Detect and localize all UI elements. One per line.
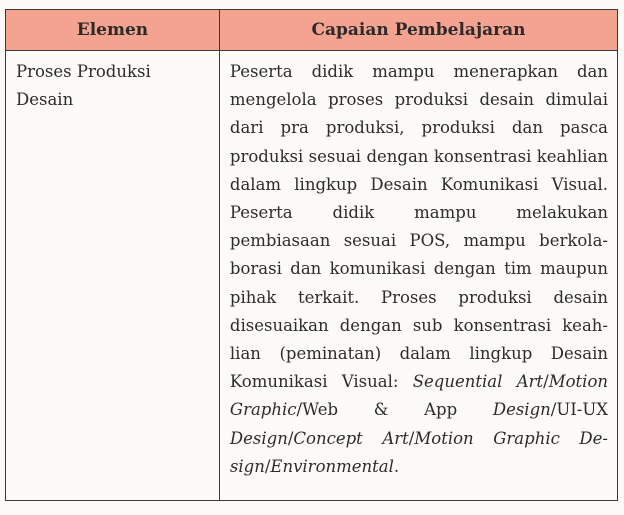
header-capaian-pembelajaran: Capaian Pembelajaran: [219, 10, 617, 51]
separator-3: /UI-UX: [550, 400, 608, 420]
term-motion-graphic: Motion Graphic: [229, 372, 608, 420]
cell-elemen: [6, 51, 220, 501]
term-environmental: Environmental: [270, 456, 394, 476]
header-elemen: Elemen: [6, 10, 220, 51]
term-concept-art: Concept Art: [293, 428, 409, 448]
separator-1: /: [543, 372, 549, 392]
term-design-web-app: Design: [492, 400, 551, 420]
elemen-text: Proses Produksi Desain: [16, 62, 151, 109]
separator-5: /: [408, 428, 415, 448]
table-row: [6, 51, 618, 501]
term-motion-graphic-design: Motion Graphic Design: [229, 428, 608, 476]
final-period: .: [393, 456, 400, 476]
separator-6: /: [264, 456, 271, 476]
separator-2: /Web & App: [296, 400, 493, 420]
capaian-text: Peserta didik mampu menerapkan dan mengelola proses produksi desain dimulai dari pra produksi, produksi dan pasca produksi sesuai dengan konsentrasi keahlian dalam lingkup Desain Komunikasi Visual. Peserta didik mampu melakukan pembiasaan sesuai POS, mampu berkolaborasi dan komunikasi dengan tim maupun pihak terkait. Proses produksi desain disesuaikan dengan sub konsentrasi keahlian (peminatan) dalam lingkup Desain Komunikasi Visual:: [229, 62, 608, 392]
separator-4: /: [287, 428, 294, 448]
learning-outcomes-table: [5, 9, 618, 501]
cell-capaian: [219, 51, 617, 501]
term-design-ui-ux: Design: [229, 428, 288, 448]
header-row: [6, 10, 618, 51]
table-body: [6, 51, 618, 501]
term-sequential-art: Sequential Art: [412, 372, 544, 392]
table-header: [6, 10, 618, 51]
